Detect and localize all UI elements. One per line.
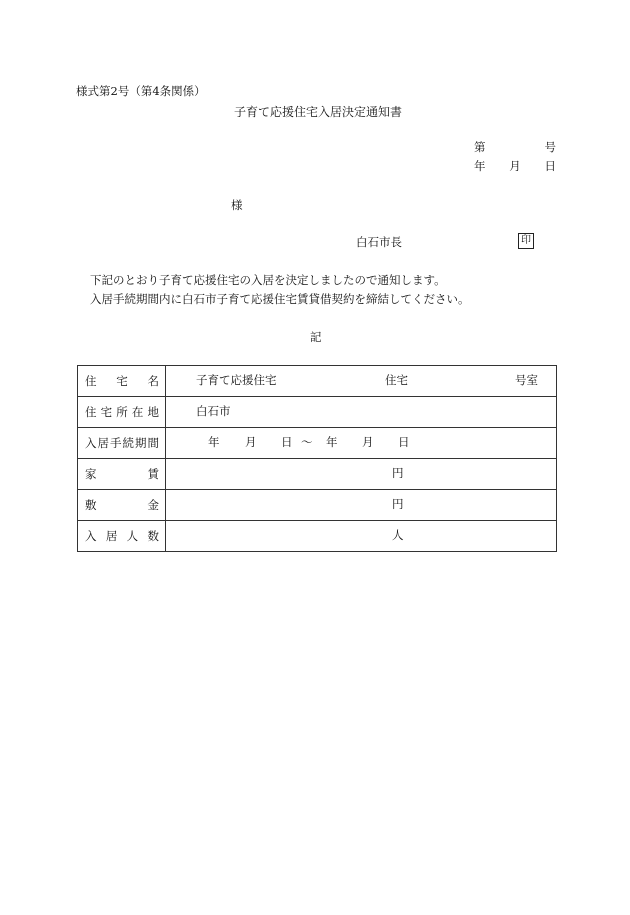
- housing-name: 子育て応援住宅: [196, 373, 277, 387]
- issue-date: [474, 161, 556, 173]
- housing-unit-room: 号室: [515, 373, 538, 387]
- doc-number-suffix: 号: [544, 140, 556, 154]
- period-separator: ～: [301, 435, 313, 449]
- form-number: 様式第2号（第4条関係）: [76, 84, 206, 98]
- period-start-day: 日: [281, 435, 293, 449]
- ki-heading: 記: [310, 330, 322, 344]
- issuer-name: 白石市長: [356, 235, 402, 249]
- table-row: [78, 397, 557, 428]
- table-row: [78, 428, 557, 459]
- details-table: [77, 365, 557, 552]
- table-row: [78, 521, 557, 552]
- occupants-value: [166, 521, 557, 552]
- doc-number-prefix: 第: [474, 140, 486, 154]
- table-row: [78, 366, 557, 397]
- housing-unit-house: 住宅: [385, 373, 408, 387]
- deposit-value: [166, 490, 557, 521]
- body-line-2: 入居手続期間内に白石市子育て応援住宅賃貸借契約を締結してください。: [90, 292, 470, 306]
- body-line-1: 下記のとおり子育て応援住宅の入居を決定しましたので通知します。: [90, 273, 446, 287]
- table-row: [78, 490, 557, 521]
- seal-stamp-box: 印: [518, 233, 534, 249]
- period-start-year: 年: [208, 435, 220, 449]
- date-year: 年: [474, 159, 486, 173]
- doc-number: [474, 142, 556, 154]
- housing-name-label: 住 宅 名: [78, 366, 166, 397]
- address-value: [166, 397, 557, 428]
- occupants-label: 入 居 人 数: [78, 521, 166, 552]
- period-start-month: 月: [245, 435, 257, 449]
- document-title: 子育て応援住宅入居決定通知書: [234, 105, 403, 119]
- deposit-label: 敷 金: [78, 490, 166, 521]
- recipient-honorific: 様: [231, 198, 243, 212]
- housing-name-value: [166, 366, 557, 397]
- period-end-month: 月: [362, 435, 374, 449]
- table-row: [78, 459, 557, 490]
- address-city: 白石市: [196, 404, 231, 418]
- address-label: 住 宅 所 在 地: [78, 397, 166, 428]
- date-day: 日: [544, 159, 556, 173]
- period-value: [166, 428, 557, 459]
- rent-unit: 円: [392, 466, 404, 480]
- occupants-unit: 人: [392, 528, 404, 542]
- period-end-day: 日: [398, 435, 410, 449]
- deposit-unit: 円: [392, 497, 404, 511]
- rent-value: [166, 459, 557, 490]
- rent-label: 家 賃: [78, 459, 166, 490]
- period-label: 入 居 手 続 期 間: [78, 428, 166, 459]
- date-month: 月: [509, 159, 521, 173]
- period-end-year: 年: [326, 435, 338, 449]
